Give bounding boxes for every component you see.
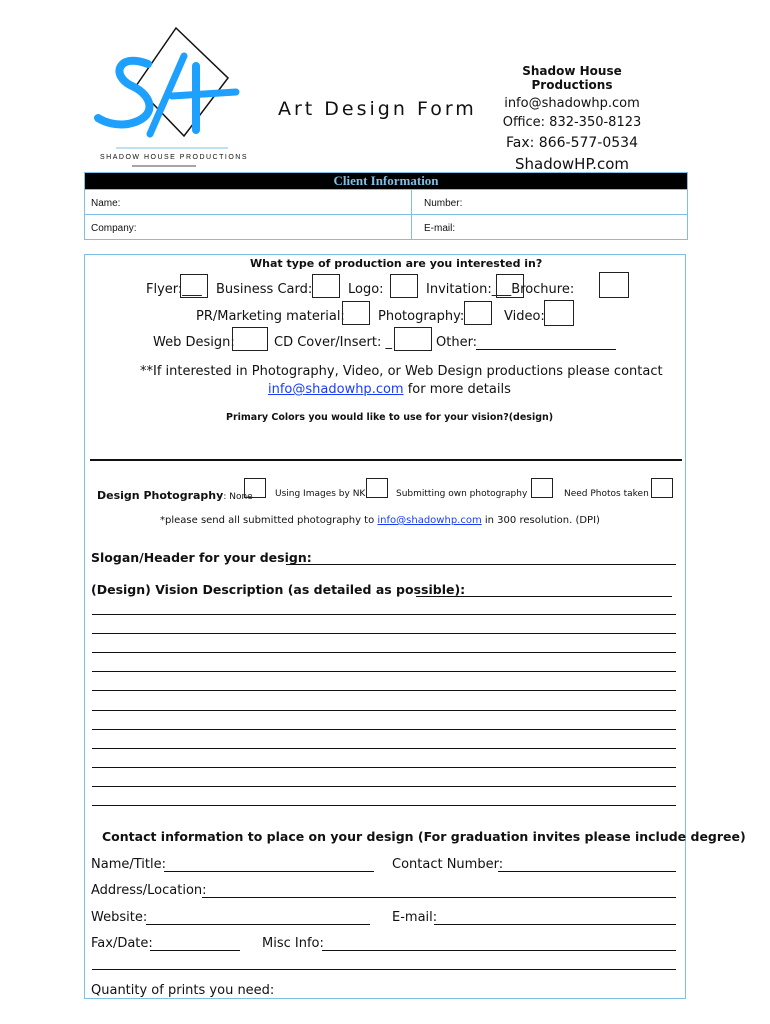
address-label: Address/Location: bbox=[91, 883, 207, 898]
vision-label: (Design) Vision Description (as detailed as possible): bbox=[91, 582, 466, 597]
contact-email-label: E-mail: bbox=[392, 910, 438, 925]
misc-info-label: Misc Info: bbox=[262, 936, 324, 951]
company-field[interactable]: Company: bbox=[85, 215, 412, 239]
production-question: What type of production are you interested in? bbox=[250, 257, 543, 270]
logo-wordmark: SHADOW HOUSE PRODUCTIONS bbox=[100, 154, 249, 161]
fax-date-input[interactable] bbox=[150, 950, 240, 951]
company-name: Shadow House Productions bbox=[522, 64, 622, 92]
business-card-label: Business Card: bbox=[216, 282, 313, 297]
company-logo bbox=[88, 26, 248, 171]
fax-date-label: Fax/Date: bbox=[91, 936, 153, 951]
vision-input-first-line[interactable] bbox=[416, 596, 672, 597]
website-label: Website: bbox=[91, 910, 148, 925]
submission-email-link[interactable]: info@shadowhp.com bbox=[377, 515, 482, 526]
design-photography-row bbox=[97, 486, 253, 504]
primary-colors-input[interactable] bbox=[90, 459, 682, 461]
none-option-label: : None bbox=[223, 492, 253, 502]
pr-marketing-checkbox[interactable] bbox=[342, 301, 370, 325]
web-design-label: Web Design: bbox=[153, 335, 235, 350]
production-note-email-link[interactable]: info@shadowhp.com bbox=[268, 382, 404, 397]
client-email-field[interactable]: E-mail: bbox=[424, 223, 456, 234]
company-office-phone: Office: 832-350-8123 bbox=[502, 115, 642, 130]
video-label: Video: bbox=[504, 309, 545, 324]
primary-colors-question: Primary Colors you would like to use for your vision?(design) bbox=[226, 412, 554, 423]
invitation-checkbox[interactable] bbox=[496, 274, 524, 298]
cd-cover-label: CD Cover/Insert: _ bbox=[274, 335, 392, 350]
using-images-label: Using Images by NK bbox=[275, 489, 366, 499]
company-website: ShadowHP.com bbox=[515, 155, 629, 173]
contact-heading: Contact information to place on your design (For graduation invites please include degree) bbox=[102, 829, 746, 844]
company-info bbox=[482, 64, 662, 174]
slogan-input[interactable] bbox=[286, 564, 676, 565]
contact-number-input[interactable] bbox=[498, 871, 676, 872]
company-email: info@shadowhp.com bbox=[504, 96, 640, 111]
name-title-label: Name/Title: bbox=[91, 857, 166, 872]
client-information-section bbox=[84, 172, 688, 240]
name-title-input[interactable] bbox=[164, 871, 374, 872]
photography-checkbox[interactable] bbox=[464, 301, 492, 325]
none-checkbox[interactable] bbox=[244, 478, 266, 498]
production-note: **If interested in Photography, Video, or Web Design productions please contact bbox=[140, 364, 663, 379]
form-title: Art Design Form bbox=[278, 98, 477, 120]
production-note-line2: info@shadowhp.com for more details bbox=[268, 382, 511, 397]
name-field[interactable]: Name: bbox=[85, 190, 412, 214]
logo-checkbox[interactable] bbox=[390, 274, 418, 298]
photography-submission-note: *please send all submitted photography to info@shadowhp.com in 300 resolution. (DPI) bbox=[160, 515, 600, 526]
logo-label: Logo: bbox=[348, 282, 384, 297]
web-design-checkbox[interactable] bbox=[232, 327, 268, 351]
client-information-title: Client Information bbox=[85, 173, 687, 189]
brochure-checkbox[interactable] bbox=[599, 272, 629, 298]
address-input[interactable] bbox=[202, 897, 676, 898]
need-photos-checkbox[interactable] bbox=[651, 478, 673, 498]
number-field[interactable]: Number: bbox=[424, 198, 463, 209]
contact-number-label: Contact Number: bbox=[392, 857, 504, 872]
submitting-own-label: Submitting own photography bbox=[396, 489, 528, 499]
pr-marketing-label: PR/Marketing material: bbox=[196, 309, 345, 324]
website-input[interactable] bbox=[146, 924, 370, 925]
flyer-label: Flyer:___ bbox=[146, 282, 202, 297]
submitting-own-checkbox[interactable] bbox=[531, 478, 553, 498]
contact-email-input[interactable] bbox=[434, 924, 676, 925]
misc-info-input[interactable] bbox=[322, 950, 676, 951]
photography-label: Photography: bbox=[378, 309, 465, 324]
misc-info-extra-line[interactable] bbox=[92, 969, 676, 970]
video-checkbox[interactable] bbox=[544, 300, 574, 326]
cd-cover-checkbox[interactable] bbox=[394, 327, 432, 351]
invitation-brochure-label: Invitation:___Brochure: bbox=[426, 282, 575, 297]
need-photos-label: Need Photos taken bbox=[564, 489, 649, 499]
quantity-label: Quantity of prints you need: bbox=[91, 983, 275, 998]
flyer-checkbox[interactable] bbox=[180, 274, 208, 298]
company-fax: Fax: 866-577-0534 bbox=[506, 135, 638, 151]
using-images-checkbox[interactable] bbox=[366, 478, 388, 498]
other-input[interactable] bbox=[476, 349, 616, 350]
design-photography-label: Design Photography bbox=[97, 489, 224, 502]
business-card-checkbox[interactable] bbox=[312, 274, 340, 298]
other-label: Other: bbox=[436, 335, 478, 350]
slogan-label: Slogan/Header for your design: bbox=[91, 550, 312, 565]
